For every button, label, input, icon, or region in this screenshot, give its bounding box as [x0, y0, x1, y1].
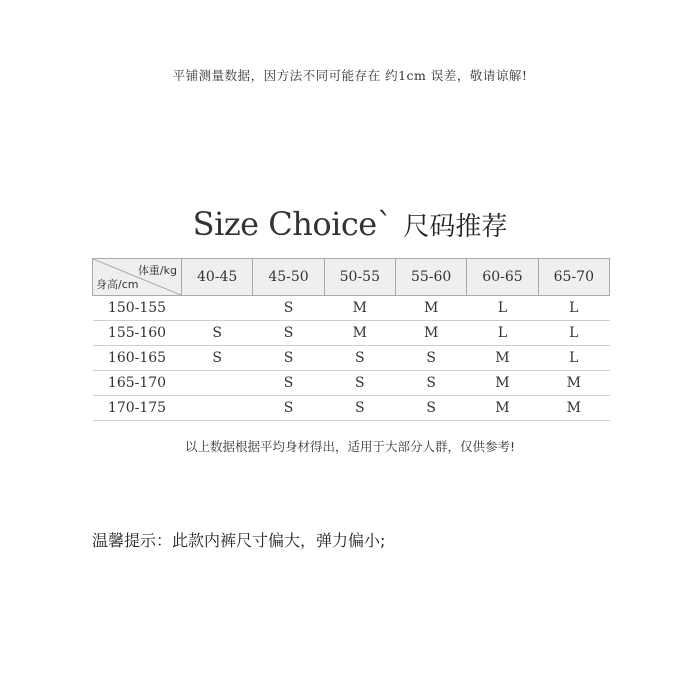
size-cell: S: [395, 371, 466, 396]
weight-column-header: 45-50: [253, 259, 324, 296]
height-row-label: 160-165: [93, 346, 182, 371]
warm-tip: 温馨提示：此款内裤尺寸偏大，弹力偏小;: [92, 531, 386, 550]
size-cell: S: [182, 321, 253, 346]
size-cell: S: [253, 321, 324, 346]
size-cell: [182, 371, 253, 396]
size-cell: L: [538, 296, 609, 321]
size-cell: S: [253, 296, 324, 321]
size-cell: S: [395, 396, 466, 421]
weight-column-header: 55-60: [395, 259, 466, 296]
size-cell: S: [182, 346, 253, 371]
table-row: [93, 321, 610, 346]
weight-column-header: 50-55: [324, 259, 395, 296]
weight-column-header: 60-65: [467, 259, 538, 296]
size-cell: L: [538, 346, 609, 371]
size-cell: M: [467, 346, 538, 371]
size-cell: L: [467, 296, 538, 321]
size-cell: S: [324, 346, 395, 371]
measurement-notice: 平铺测量数据，因方法不同可能存在 约1cm 误差，敬请谅解!: [172, 68, 528, 83]
size-cell: S: [253, 346, 324, 371]
size-cell: M: [467, 396, 538, 421]
size-cell: S: [253, 396, 324, 421]
table-body: [93, 296, 610, 421]
size-cell: M: [395, 321, 466, 346]
size-cell: M: [538, 371, 609, 396]
table-corner-cell: [93, 259, 182, 296]
height-row-label: 155-160: [93, 321, 182, 346]
size-cell: L: [538, 321, 609, 346]
size-cell: M: [395, 296, 466, 321]
size-cell: M: [538, 396, 609, 421]
height-row-label: 170-175: [93, 396, 182, 421]
table-row: [93, 371, 610, 396]
table-row: [93, 296, 610, 321]
size-chart-table: [92, 258, 610, 421]
size-cell: M: [467, 371, 538, 396]
size-cell: M: [324, 321, 395, 346]
height-axis-label: 身高/cm: [96, 278, 139, 291]
size-cell: S: [395, 346, 466, 371]
table-header-row: [93, 259, 610, 296]
table-row: [93, 346, 610, 371]
size-cell: [182, 396, 253, 421]
height-row-label: 165-170: [93, 371, 182, 396]
weight-column-header: 65-70: [538, 259, 609, 296]
size-cell: S: [253, 371, 324, 396]
weight-column-header: 40-45: [182, 259, 253, 296]
title-chinese: 尺码推荐: [403, 212, 508, 242]
page-title: [0, 205, 700, 243]
size-cell: S: [324, 371, 395, 396]
weight-axis-label: 体重/kg: [137, 264, 177, 277]
size-cell: L: [467, 321, 538, 346]
table-row: [93, 396, 610, 421]
size-cell: S: [324, 396, 395, 421]
height-row-label: 150-155: [93, 296, 182, 321]
reference-footnote: 以上数据根据平均身材得出，适用于大部分人群，仅供参考!: [184, 439, 515, 454]
size-cell: [182, 296, 253, 321]
title-english: Size Choice`: [192, 205, 393, 243]
size-cell: M: [324, 296, 395, 321]
